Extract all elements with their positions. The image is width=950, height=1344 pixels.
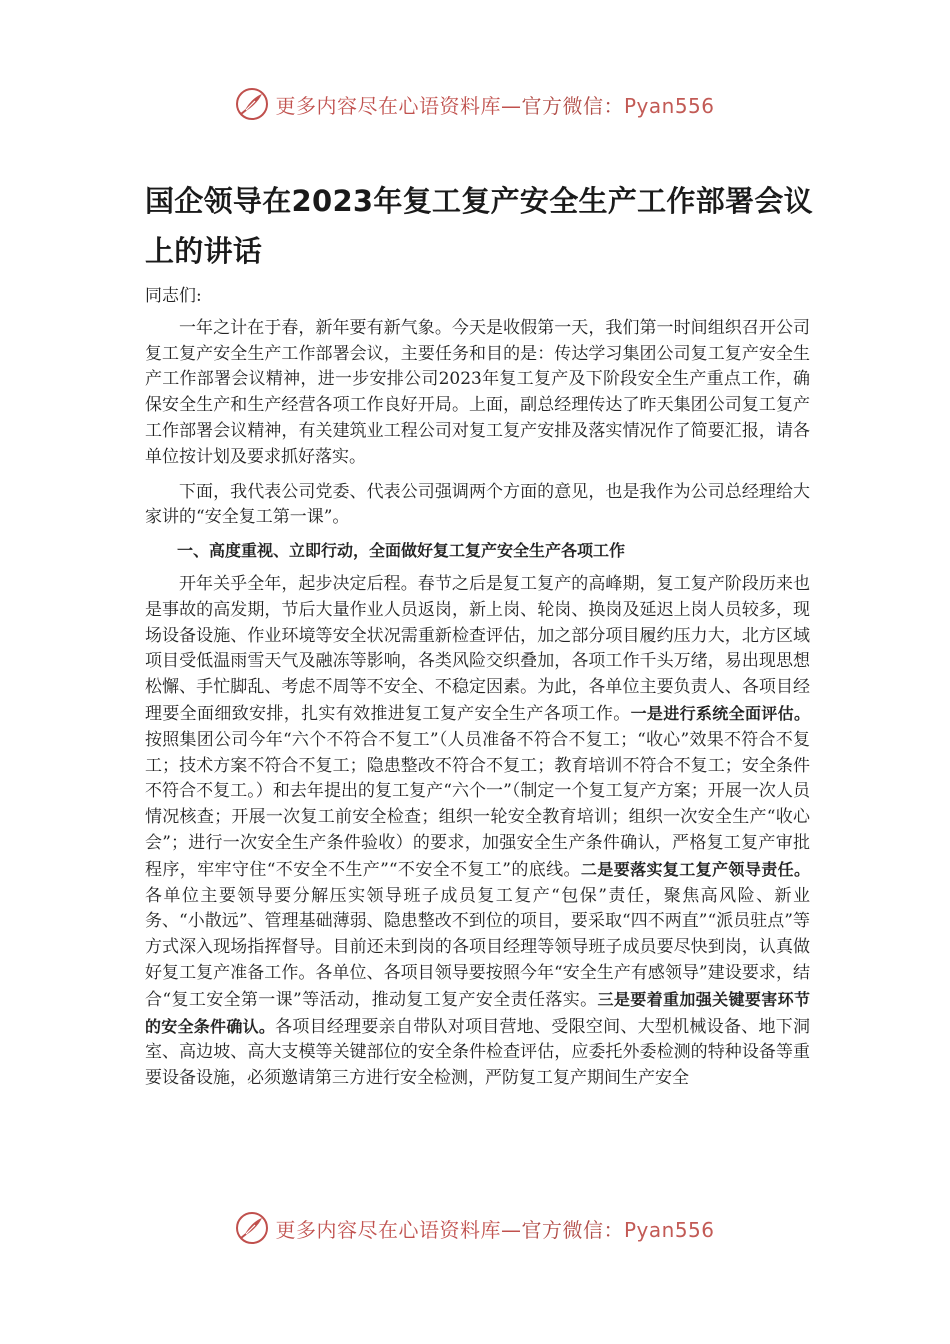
banner-main-text: 更多内容尽在心语资料库 [275,1217,501,1242]
banner-wechat-label: 官方微信： [521,1217,624,1242]
document-title: 国企领导在2023年复工复产安全生产工作部署会议上的讲话 [145,184,813,268]
paragraph-2: 下面，我代表公司党委、代表公司强调两个方面的意见，也是我作为公司总经理给大家讲的“安全复工第一课”。 [145,481,810,528]
document-body [145,284,810,1092]
banner-wechat-id: Pyan556 [623,1217,715,1242]
paragraph-3-intro: 开年关乎全年，起步决定后程。春节之后是复工复产的高峰期，复工复产阶段历来也是事故的高发期，节后大量作业人员返岗，新上岗、轮岗、换岗及延迟上岗人员较多，现场设备设施、作业环境等安全状况需重新检查评估，加之部分项目履约压力大，北方区域项目受低温雨雪天气及融冻等影响，各类风险交织叠加，各项工作千头万绪，易出现思想松懈、手忙脚乱、考虑不周等不安全、不稳定因素。为此，各单位主要负责人、各项目经理要全面细致安排，扎实有效推进复工复产安全生产各项工作。 [145,573,810,724]
banner-text [275,1214,714,1243]
footer-watermark-banner [0,1208,950,1248]
section-heading-1: 一、高度重视、立即行动，全面做好复工复产安全生产各项工作 [177,541,626,561]
point-3-text: 各项目经理要亲自带队对项目营地、受限空间、大型机械设备、地下洞室、高边坡、高大支模等关键部位的安全条件检查评估，应委托外委检测的特种设备等重要设备设施，必须邀请第三方进行安全检测，严防复工复产期间生产安全 [145,1016,810,1089]
header-watermark-banner [0,84,950,124]
banner-separator: — [500,1217,522,1242]
point-3-heading: 三是要着重加强关键要害环节的安全条件确认。 [145,989,810,1036]
paragraph-1: 一年之计在于春，新年要有新气象。今天是收假第一天，我们第一时间组织召开公司复工复产安全生产工作部署会议，主要任务和目的是：传达学习集团公司复工复产安全生产工作部署会议精神，进一步安排公司2023年复工复产及下阶段安全生产重点工作，确保安全生产和生产经营各项工作良好开局。上面，副总经理传达了昨天集团公司复工复产工作部署会议精神，有关建筑业工程公司对复工复产安排及落实情况作了简要汇报，请各单位按计划及要求抓好落实。 [145,317,810,467]
banner-separator: — [500,93,522,118]
paragraph-3 [145,572,810,1092]
quill-logo-icon [235,87,269,121]
greeting: 同志们: [145,286,202,306]
point-2-heading: 二是要落实复工复产领导责任。 [580,859,810,879]
point-1-heading: 一是进行系统全面评估。 [630,703,810,723]
banner-text [275,90,714,119]
banner-wechat-id: Pyan556 [623,93,715,118]
banner-main-text: 更多内容尽在心语资料库 [275,93,501,118]
banner-wechat-label: 官方微信： [521,93,624,118]
quill-logo-icon [235,1211,269,1245]
point-2-text: 各单位主要领导要分解压实领导班子成员复工复产“包保”责任，聚焦高风险、新业务、“小散远”、管理基础薄弱、隐患整改不到位的项目，要采取“四不两直”“派员驻点”等方式深入现场指挥督导。目前还未到岗的各项目经理等领导班子成员要尽快到岗，认真做好复工复产准备工作。各单位、各项目领导要按照今年“安全生产有感领导”建设要求，结合“复工安全第一课”等活动，推动复工复产安全责任落实。 [145,885,810,1010]
point-1-text: 按照集团公司今年“六个不符合不复工”（人员准备不符合不复工；“收心”效果不符合不复工；技术方案不符合不复工；隐患整改不符合不复工；教育培训不符合不复工；安全条件不符合不复工。）和去年提出的复工复产“六个一”（制定一个复工复产方案；开展一次人员情况核查；开展一次复工前安全检查；组织一轮安全教育培训；组织一次安全生产“收心会”；进行一次安全生产条件验收）的要求，加强安全生产条件确认，严格复工复产审批程序，牢牢守住“不安全不生产”“不安全不复工”的底线。 [145,729,810,880]
